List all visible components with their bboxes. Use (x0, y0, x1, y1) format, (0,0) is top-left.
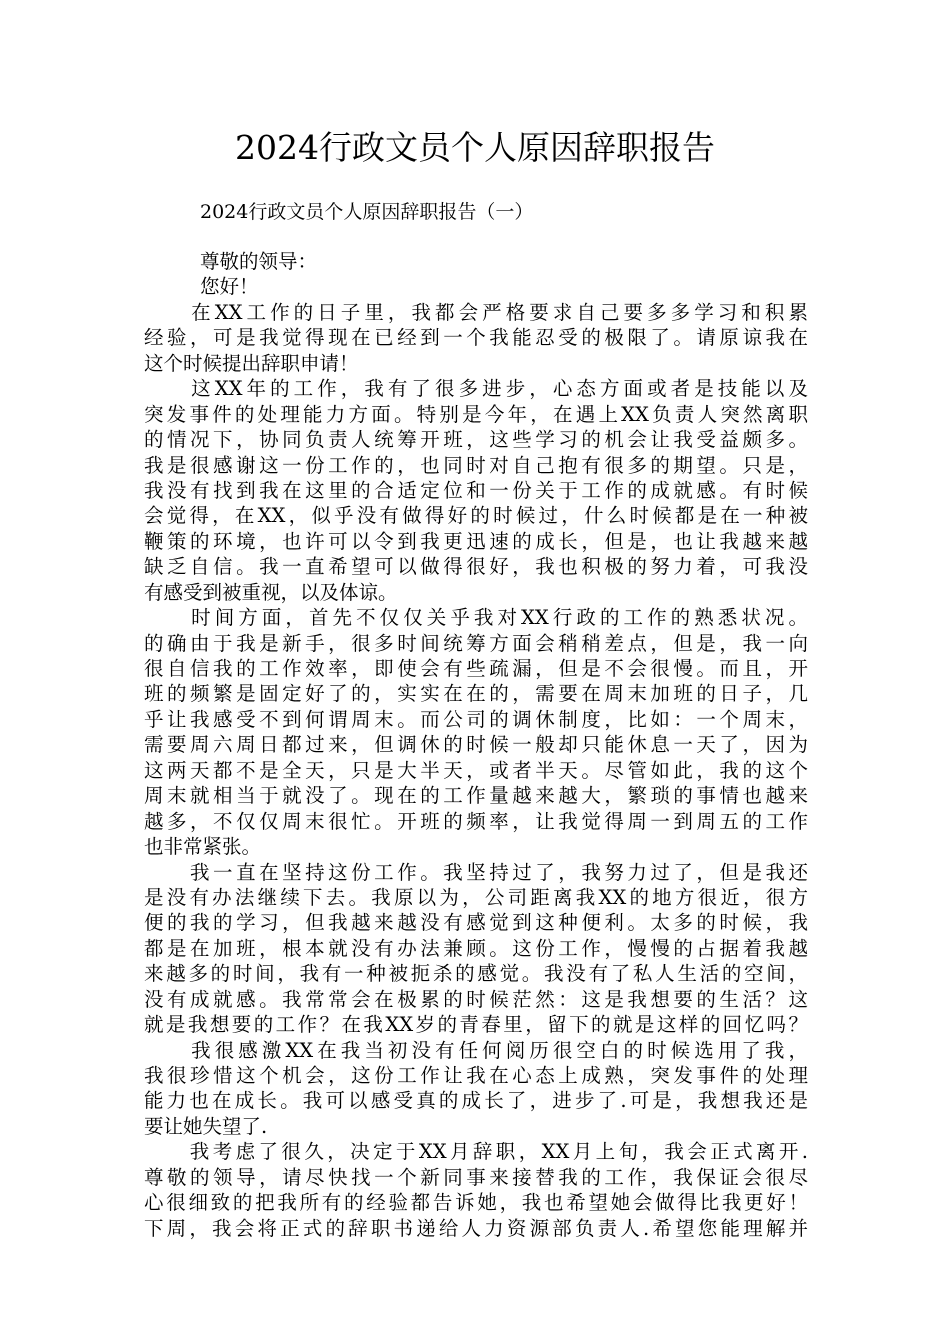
text-line: 乎让我感受不到何谓周末。而公司的调休制度，比如：一个周末， (144, 707, 808, 731)
text-line: 下周，我会将正式的辞职书递给人力资源部负责人.希望您能理解并 (144, 1216, 808, 1240)
text-line: 我没有找到我在这里的合适定位和一份关于工作的成就感。有时候 (144, 478, 808, 502)
text-line: 越多，不仅仅周末很忙。开班的频率，让我觉得周一到周五的工作 (144, 809, 808, 833)
document-title: 2024行政文员个人原因辞职报告 (235, 128, 715, 167)
text-line: 会觉得，在XX，似乎没有做得好的时候过，什么时候都是在一种被 (144, 504, 808, 528)
text-line: 班的频繁是固定好了的，实实在在的，需要在周末加班的日子，几 (144, 682, 808, 706)
text-line: 也非常紧张。 (144, 835, 262, 859)
section-subtitle: 2024行政文员个人原因辞职报告（一） (200, 201, 534, 223)
letter-body (144, 249, 808, 1241)
text-line: 我是很感谢这一份工作的，也同时对自己抱有很多的期望。只是， (144, 453, 808, 477)
text-line: 这XX年的工作，我有了很多进步，心态方面或者是技能以及 (144, 377, 808, 401)
text-line: 突发事件的处理能力方面。特别是今年，在遇上XX负责人突然离职 (144, 402, 808, 426)
text-line: 这个时候提出辞职申请！ (144, 351, 359, 375)
text-line: 我很感激XX在我当初没有任何阅历很空白的时候选用了我， (144, 1038, 808, 1062)
greeting-line: 您好！ (200, 275, 259, 299)
text-line: 的情况下，协同负责人统筹开班，这些学习的机会让我受益颇多。 (144, 428, 808, 452)
text-line: 很自信我的工作效率，即使会有些疏漏，但是不会很慢。而且，开 (144, 657, 808, 680)
text-line: 心很细致的把我所有的经验都告诉她，我也希望她会做得比我更好！ (144, 1191, 808, 1215)
text-line: 我很珍惜这个机会，这份工作让我在心态上成熟，突发事件的处理 (144, 1064, 808, 1087)
text-line: 这两天都不是全天，只是大半天，或者半天。尽管如此，我的这个 (144, 758, 808, 782)
text-line: 经验，可是我觉得现在已经到一个我能忍受的极限了。请原谅我在 (144, 326, 808, 350)
text-line: 要让她失望了. (144, 1114, 268, 1138)
text-line: 鞭策的环境，也许可以令到我更迅速的成长，但是，也让我越来越 (144, 529, 808, 553)
text-line: 便的我的学习，但我越来越没有感觉到这种便利。太多的时候，我 (144, 911, 808, 935)
text-line: 尊敬的领导，请尽快找一个新同事来接替我的工作，我保证会很尽 (144, 1165, 808, 1189)
text-line: 都是在加班，根本就没有办法兼顾。这份工作，慢慢的占据着我越 (144, 936, 808, 960)
text-line: 需要周六周日都过来，但调休的时候一般却只能休息一天了，因为 (144, 733, 808, 757)
text-line: 有感受到被重视，以及体谅。 (144, 580, 398, 604)
text-line: 我一直在坚持这份工作。我坚持过了，我努力过了，但是我还 (144, 860, 808, 884)
text-line: 就是我想要的工作？在我XX岁的青春里，留下的就是这样的回忆吗？ (144, 1013, 808, 1037)
text-line: 在XX工作的日子里，我都会严格要求自己要多多学习和积累 (144, 300, 808, 324)
salutation-line: 尊敬的领导： (200, 250, 318, 273)
text-line: 周末就相当于就没了。现在的工作量越来越大，繁琐的事情也越来 (144, 784, 808, 808)
text-line: 的确由于我是新手，很多时间统筹方面会稍稍差点，但是，我一向 (144, 631, 808, 655)
text-line: 缺乏自信。我一直希望可以做得很好，我也积极的努力着，可我没 (144, 555, 808, 579)
text-line: 是没有办法继续下去。我原以为，公司距离我XX的地方很近，很方 (144, 885, 808, 909)
text-line: 没有成就感。我常常会在极累的时候茫然：这是我想要的生活？这 (144, 987, 808, 1011)
text-line: 我考虑了很久，决定于XX月辞职，XX月上旬，我会正式离开. (144, 1140, 808, 1164)
text-line: 来越多的时间，我有一种被扼杀的感觉。我没有了私人生活的空间， (144, 962, 808, 986)
text-line: 时间方面，首先不仅仅关乎我对XX行政的工作的熟悉状况。 (144, 606, 808, 630)
text-line: 能力也在成长。我可以感受真的成长了，进步了.可是，我想我还是 (144, 1089, 808, 1113)
